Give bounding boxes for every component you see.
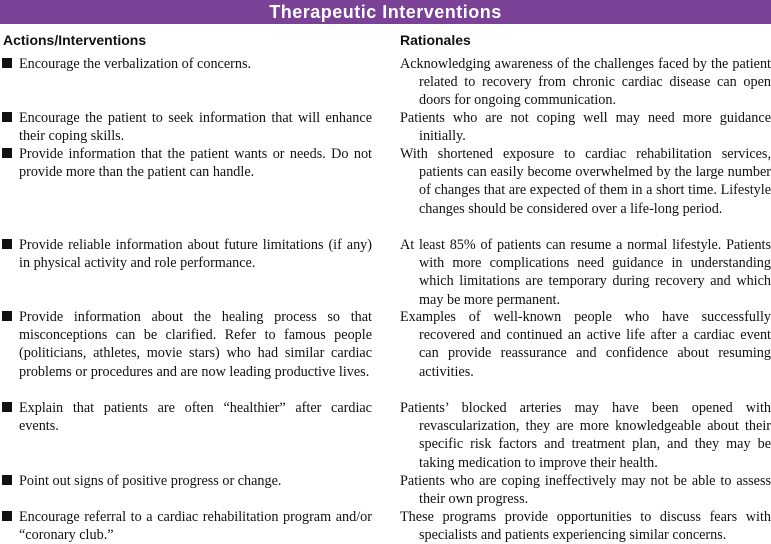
action-cell (2, 55, 372, 73)
action-cell (2, 109, 372, 145)
bullet-square-icon (2, 402, 12, 412)
rationale-cell: Examples of well-known people who have successfully recovered and continued an active life after a cardiac event can provide reassurance and confidence about resuming activities. (400, 309, 771, 380)
action-text: Encourage the patient to seek information that will enhance their coping skills. (19, 110, 372, 145)
action-cell (2, 308, 372, 381)
action-text: Provide information that the patient wants or needs. Do not provide more than the patient can handle. (19, 146, 372, 181)
action-text: Encourage the verbalization of concerns. (19, 56, 252, 72)
action-cell (2, 145, 372, 181)
section-banner (0, 0, 771, 24)
rationale-cell: These programs provide opportunities to discuss fears with specialists and patients experiencing similar concerns. (400, 509, 771, 544)
action-text: Provide information about the healing process so that misconceptions can be clarified. Refer to famous people (politicians, athletes, movie stars) who had similar cardiac problems or procedures and are now leading productive lives. (19, 309, 372, 380)
actions-column-header: Actions/Interventions (3, 32, 147, 48)
bullet-square-icon (2, 511, 12, 521)
rationale-cell: Patients’ blocked arteries may have been opened with revascularization, they are more knowledgeable about their specific risk factors and treatment plan, and they may be taking medication to improve their health. (400, 400, 771, 471)
action-cell (2, 472, 372, 490)
rationale-cell: Acknowledging awareness of the challenges faced by the patient related to recovery from chronic cardiac disease can open doors for ongoing communication. (400, 56, 771, 109)
rationale-cell: At least 85% of patients can resume a normal lifestyle. Patients with more complications need guidance in understanding which limitations are temporary during recovery and which may be more permanent. (400, 237, 771, 308)
action-cell (2, 236, 372, 272)
action-text: Explain that patients are often “healthier” after cardiac events. (19, 400, 372, 435)
bullet-square-icon (2, 148, 12, 158)
rationales-column-header: Rationales (400, 32, 471, 48)
rationale-cell: Patients who are coping ineffectively may not be able to assess their own progress. (400, 473, 771, 508)
banner-title: Therapeutic Interventions (269, 2, 502, 22)
bullet-square-icon (2, 239, 12, 249)
action-text: Encourage referral to a cardiac rehabilitation program and/or “coronary club.” (19, 509, 372, 544)
rationale-cell: With shortened exposure to cardiac rehabilitation services, patients can easily become overwhelmed by the large number of changes that are expected of them in a short time. Lifestyle changes should be considered over a life-long period. (400, 146, 771, 217)
bullet-square-icon (2, 58, 12, 68)
bullet-square-icon (2, 311, 12, 321)
bullet-square-icon (2, 112, 12, 122)
action-text: Provide reliable information about future limitations (if any) in physical activity and role performance. (19, 237, 372, 272)
action-cell (2, 508, 372, 544)
rationale-cell: Patients who are not coping well may need more guidance initially. (400, 110, 771, 145)
action-text: Point out signs of positive progress or change. (19, 473, 282, 489)
bullet-square-icon (2, 475, 12, 485)
action-cell (2, 399, 372, 435)
